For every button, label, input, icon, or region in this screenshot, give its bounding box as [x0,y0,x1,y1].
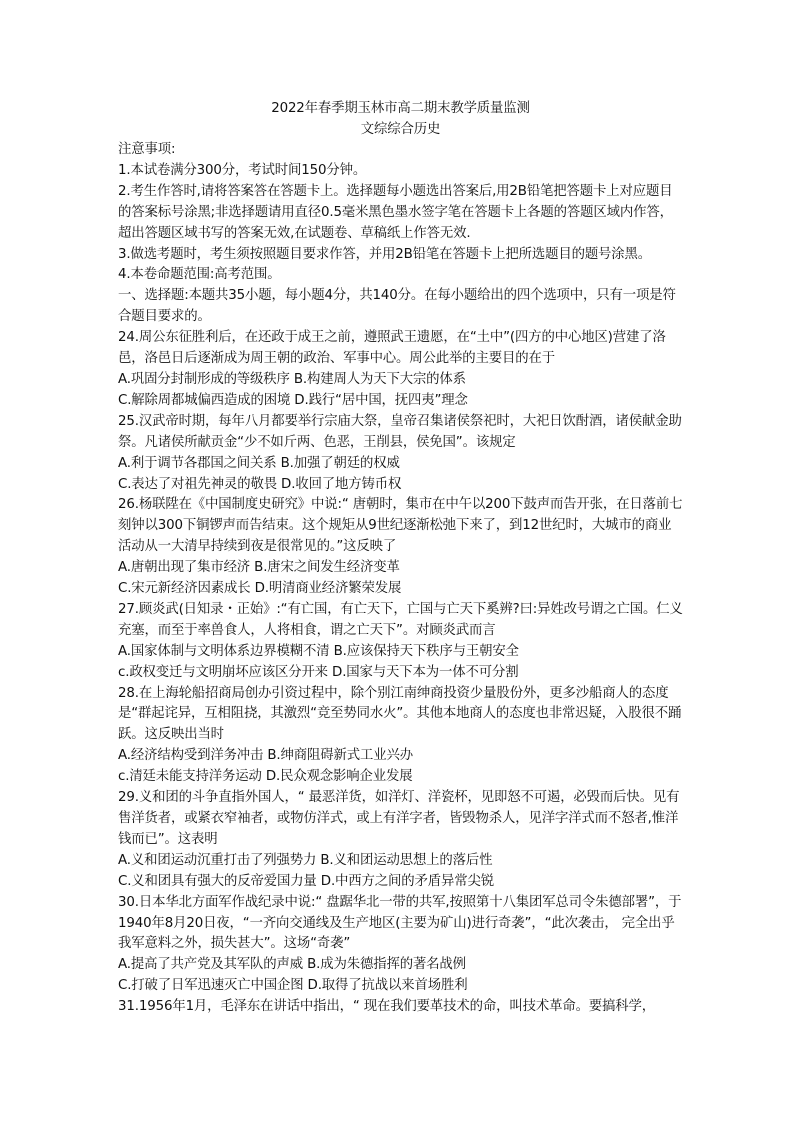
question-stem: 27.顾炎武(日知录・正始》:“有亡国，有亡天下，亡国与亡天下奚辨?曰:异姓改号谓之亡国。仁义充塞，而至于率兽食人，人将相食，谓之亡天下”。对顾炎武而言 [118,601,683,638]
question-options-ab: A.义和团运动沉重打击了列强势力 B.义和团运动思想上的落后性 [118,852,493,868]
note-item: 1.本试卷满分300分，考试时间150分钟。 [118,162,367,178]
question-options-ab: A.利于调节各郡国之间关系 B.加强了朝廷的权威 [118,455,400,471]
question-stem: 31.1956年1月，毛泽东在讲话中指出，“ 现在我们要革技术的命，叫技术革命。要搞科学， [118,999,656,1015]
notes-section [118,140,683,286]
question-28 [118,684,683,789]
question-options-cd: C.打破了日军迅速灭亡中国企图 D.取得了抗战以来首场胜利 [118,978,468,994]
page-content [118,99,683,1018]
question-stem: 25.汉武帝时期，每年八月都要举行宗庙大祭，皇帝召集诸侯祭祀时，大祀日饮酎酒，诸侯献金助祭。凡诸侯所献贡金“少不如斤两、色恶，王削县，侯免国”。该规定 [118,413,682,450]
question-options-cd: C.表达了对祖先神灵的敬畏 D.收回了地方铸币权 [118,476,402,492]
note-item: 3.做选考题时，考生须按照题目要求作答，并用2B铅笔在答题卡上把所选题目的题号涂黑。 [118,246,652,262]
question-options-cd: c.清廷未能支持洋务运动 D.民众观念影响企业发展 [118,769,413,785]
question-25 [118,412,683,496]
question-stem: 29.义和团的斗争直指外国人，“ 最恶洋货，如洋灯、洋瓷杯，见即怒不可遏，必毁而后快。见有售洋货者，或紧衣窄袖者，或物仿洋式，或上有洋字者，皆毁物杀人，见洋字洋式而不怒者,惟洋钱而已”。这表明 [118,790,680,847]
question-stem: 30.日本华北方面军作战纪录中说:“ 盘踞华北一带的共军,按照第十八集团军总司令朱德部署”，于1940年8月20日夜，“一齐向交通线及生产地区(主要为矿山)进行奇袭”，“此次袭击， 完全出乎我军意料之外，损失甚大”。这场“奇袭” [118,894,682,952]
question-30 [118,893,683,998]
note-item: 2.考生作答时,请将答案答在答题卡上。选择题每小题选出答案后,用2B铅笔把答题卡上对应题目的答案标号涂黑;非选择题请用直径0.5毫米黑色墨水签字笔在答题卡上各题的答题区域内作答，超出答题区域书写的答案无效,在试题卷、草稿纸上作答无效. [118,183,673,241]
question-options-cd: C.义和团具有强大的反帝爱国力量 D.中西方之间的矛盾异常尖锐 [118,873,494,889]
question-options-ab: A.唐朝出现了集市经济 B.唐宋之间发生经济变革 [118,560,400,576]
question-stem: 26.杨联陞在《中国制度史研究》中说:“ 唐朝时，集市在中午以200下鼓声而告开张，在日落前七刻钟以300下铜锣声而告结束。这个规矩从9世纪逐渐松弛下来了，到12世纪时，大城市的商业活动从一大清早持续到夜是很常见的。”这反映了 [118,497,683,555]
question-options-cd: c.政权变迁与文明崩坏应该区分开来 D.国家与天下本为一体不可分割 [118,664,519,680]
question-options-ab: A.经济结构受到洋务冲击 B.绅商阻碍新式工业兴办 [118,748,413,764]
question-27 [118,600,683,684]
question-options-ab: A.提高了共产党及其军队的声威 B.成为朱德指挥的著名战例 [118,957,466,973]
question-stem: 24.周公东征胜利后，在还政于成王之前，遵照武王遗愿，在“土中”(四方的中心地区)营建了洛邑，洛邑日后逐渐成为周王朝的政治、军事中心。周公此举的主要目的在于 [118,330,666,367]
question-options-cd: C.解除周都城偏西造成的困境 D.践行“居中国，抚四夷”理念 [118,392,468,408]
exam-subtitle: 文综综合历史 [360,121,441,137]
question-31 [118,997,683,1018]
note-item: 4.本卷命题范围:高考范围。 [118,267,281,283]
question-29 [118,788,683,893]
question-26 [118,495,683,600]
notes-heading: 注意事项: [118,142,176,157]
question-stem: 28.在上海轮船招商局创办引资过程中，除个别江南绅商投资少量股份外，更多沙船商人的态度是“群起诧异，互相阻挠，其激烈“竞至势同水火”。其他本地商人的态度也非常迟疑，入股很不踊跃。这反映出当时 [118,685,682,743]
question-options-ab: A.国家体制与文明体系边界模糊不清 B.应该保持天下秩序与王朝安全 [118,643,519,659]
section-intro: 一、选择题:本题共35小题，每小题4分，共140分。在每小题给出的四个选项中，只有一项是符合题目要求的。 [118,288,676,325]
question-24 [118,328,683,412]
exam-title: 2022年春季期玉林市高二期末教学质量监测 [271,101,530,116]
question-options-ab: A.巩固分封制形成的等级秩序 B.构建周人为天下大宗的体系 [118,371,466,387]
question-options-cd: C.宋元新经济因素成长 D.明清商业经济繁荣发展 [118,581,402,597]
